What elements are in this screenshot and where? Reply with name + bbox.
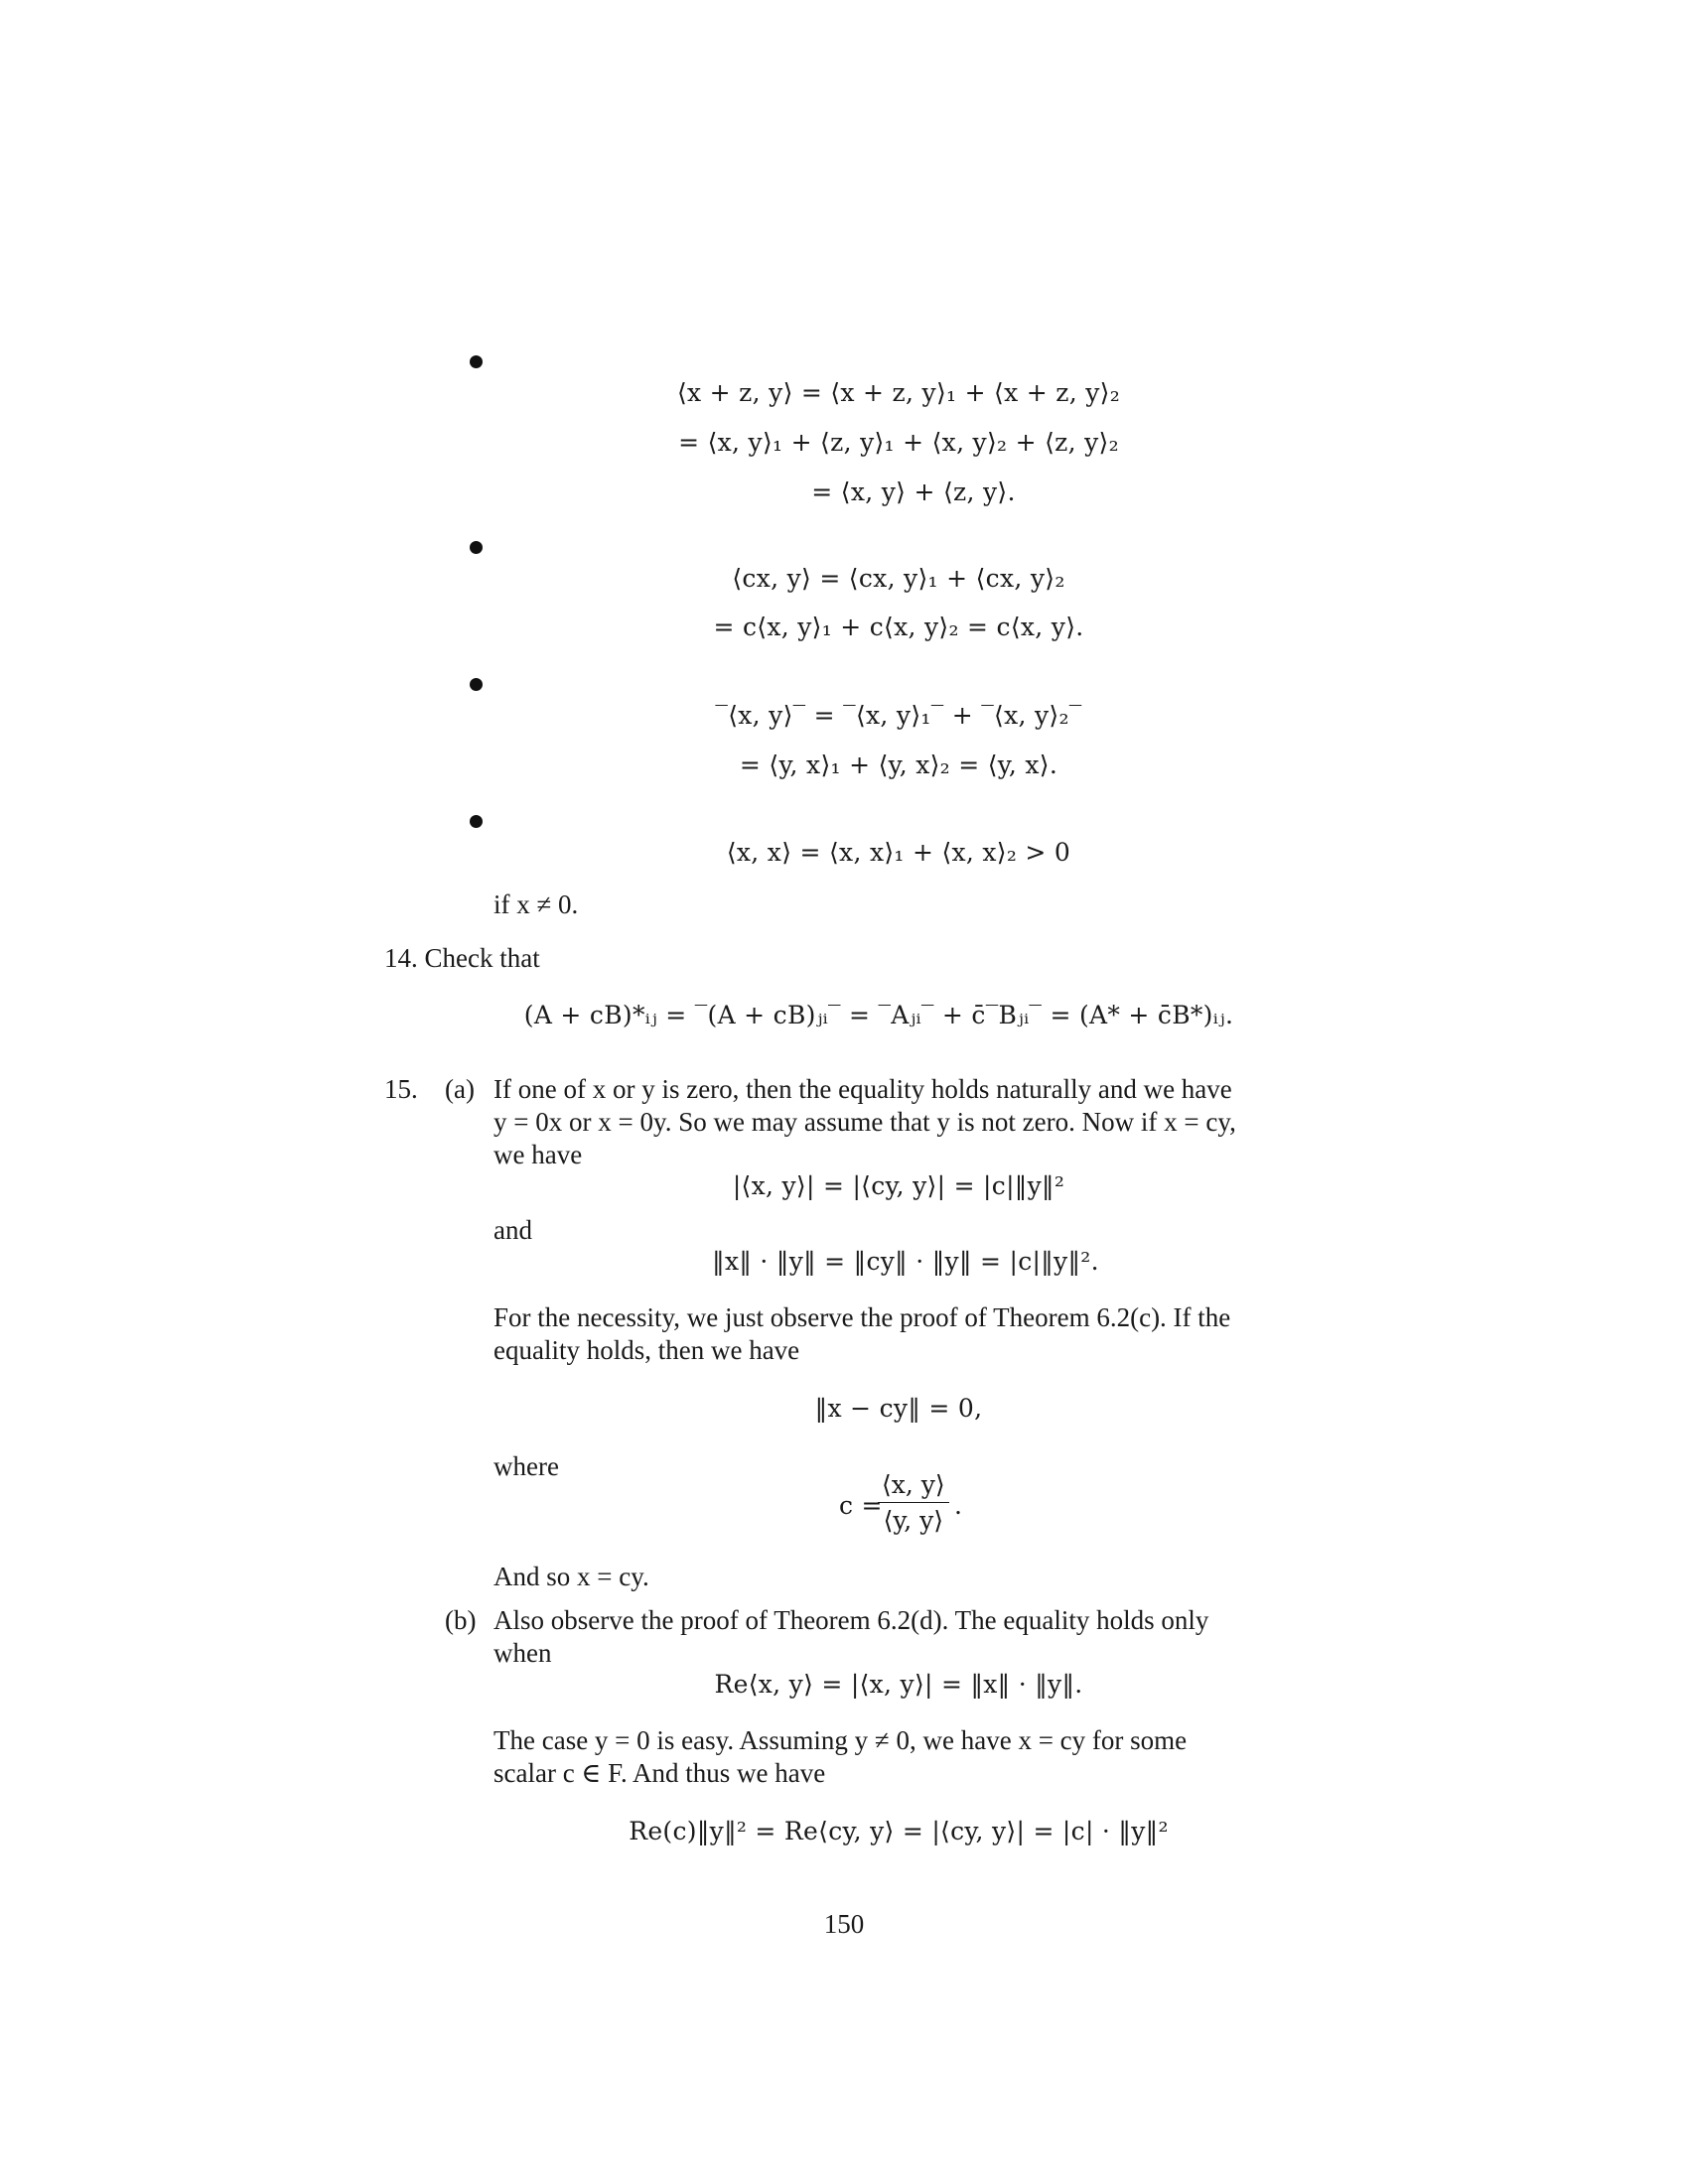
problem-15b-equation-1: Re⟨x, y⟩ = |⟨x, y⟩| = ‖x‖ · ‖y‖. bbox=[714, 1670, 1083, 1699]
b2-equation-line-2: = c⟨x, y⟩₁ + c⟨x, y⟩₂ = c⟨x, y⟩. bbox=[713, 613, 1084, 641]
b2-equation-line-1: ⟨cx, y⟩ = ⟨cx, y⟩₁ + ⟨cx, y⟩₂ bbox=[732, 564, 1065, 593]
problem-15a-c-lhs: c = bbox=[839, 1491, 883, 1520]
b1-equation-line-3: = ⟨x, y⟩ + ⟨z, y⟩. bbox=[811, 478, 1016, 506]
problem-15a-where: where bbox=[493, 1451, 559, 1481]
b1-equation-line-1: ⟨x + z, y⟩ = ⟨x + z, y⟩₁ + ⟨x + z, y⟩₂ bbox=[676, 378, 1121, 407]
problem-15-number: 15. bbox=[384, 1074, 418, 1104]
b4-equation: ⟨x, x⟩ = ⟨x, x⟩₁ + ⟨x, x⟩₂ > 0 bbox=[726, 838, 1071, 867]
bullet-4 bbox=[470, 815, 483, 828]
bullet-2 bbox=[470, 541, 483, 554]
b3-equation-line-1: ‾⟨x, y⟩‾ = ‾⟨x, y⟩₁‾ + ‾⟨x, y⟩₂‾ bbox=[715, 701, 1082, 730]
problem-15a-equation-1: |⟨x, y⟩| = |⟨cy, y⟩| = |c|‖y‖² bbox=[732, 1171, 1065, 1200]
problem-15b-label: (b) bbox=[445, 1605, 477, 1635]
problem-15b-line-1: Also observe the proof of Theorem 6.2(d). The equality holds only bbox=[493, 1605, 1209, 1635]
fraction-denominator: ⟨y, y⟩ bbox=[883, 1506, 943, 1535]
b3-equation-line-2: = ⟨y, x⟩₁ + ⟨y, x⟩₂ = ⟨y, x⟩. bbox=[739, 751, 1058, 779]
problem-15a-c-fraction bbox=[878, 1470, 949, 1535]
problem-15a-c-period: . bbox=[954, 1491, 963, 1520]
problem-14-intro: 14. Check that bbox=[384, 943, 540, 973]
fraction-numerator: ⟨x, y⟩ bbox=[878, 1470, 949, 1503]
bullet-1 bbox=[470, 355, 483, 368]
bullet-3 bbox=[470, 678, 483, 691]
problem-15a-line-1: If one of x or y is zero, then the equality holds naturally and we have bbox=[493, 1074, 1232, 1104]
problem-15a-equation-2: ‖x‖ · ‖y‖ = ‖cy‖ · ‖y‖ = |c|‖y‖². bbox=[712, 1247, 1099, 1276]
problem-15a-line-4: For the necessity, we just observe the proof of Theorem 6.2(c). If the bbox=[493, 1302, 1231, 1332]
b4-condition: if x ≠ 0. bbox=[493, 889, 579, 919]
problem-15a-label: (a) bbox=[445, 1074, 475, 1104]
problem-14-equation: (A + cB)*ᵢⱼ = ‾(A + cB)ⱼᵢ‾ = ‾Aⱼᵢ‾ + c̄‾Bⱼᵢ‾ = (A* + c̄B*)ᵢⱼ. bbox=[523, 1001, 1234, 1029]
problem-15a-line-5: equality holds, then we have bbox=[493, 1335, 800, 1365]
page-number: 150 bbox=[823, 1909, 865, 1939]
problem-15a-line-6: And so x = cy. bbox=[493, 1562, 649, 1591]
problem-15b-line-2: when bbox=[493, 1638, 552, 1668]
problem-15a-equation-3: ‖x − cy‖ = 0, bbox=[814, 1394, 983, 1423]
problem-15a-line-2: y = 0x or x = 0y. So we may assume that y is not zero. Now if x = cy, bbox=[493, 1107, 1236, 1137]
problem-15a-and: and bbox=[493, 1215, 532, 1245]
b1-equation-line-2: = ⟨x, y⟩₁ + ⟨z, y⟩₁ + ⟨x, y⟩₂ + ⟨z, y⟩₂ bbox=[678, 428, 1119, 457]
problem-15b-line-4: scalar c ∈ F. And thus we have bbox=[493, 1758, 826, 1788]
problem-15b-line-3: The case y = 0 is easy. Assuming y ≠ 0, we have x = cy for some bbox=[493, 1725, 1188, 1755]
problem-15b-equation-2: Re(c)‖y‖² = Re⟨cy, y⟩ = |⟨cy, y⟩| = |c| · ‖y‖² bbox=[629, 1817, 1169, 1845]
problem-15a-line-3: we have bbox=[493, 1140, 583, 1169]
